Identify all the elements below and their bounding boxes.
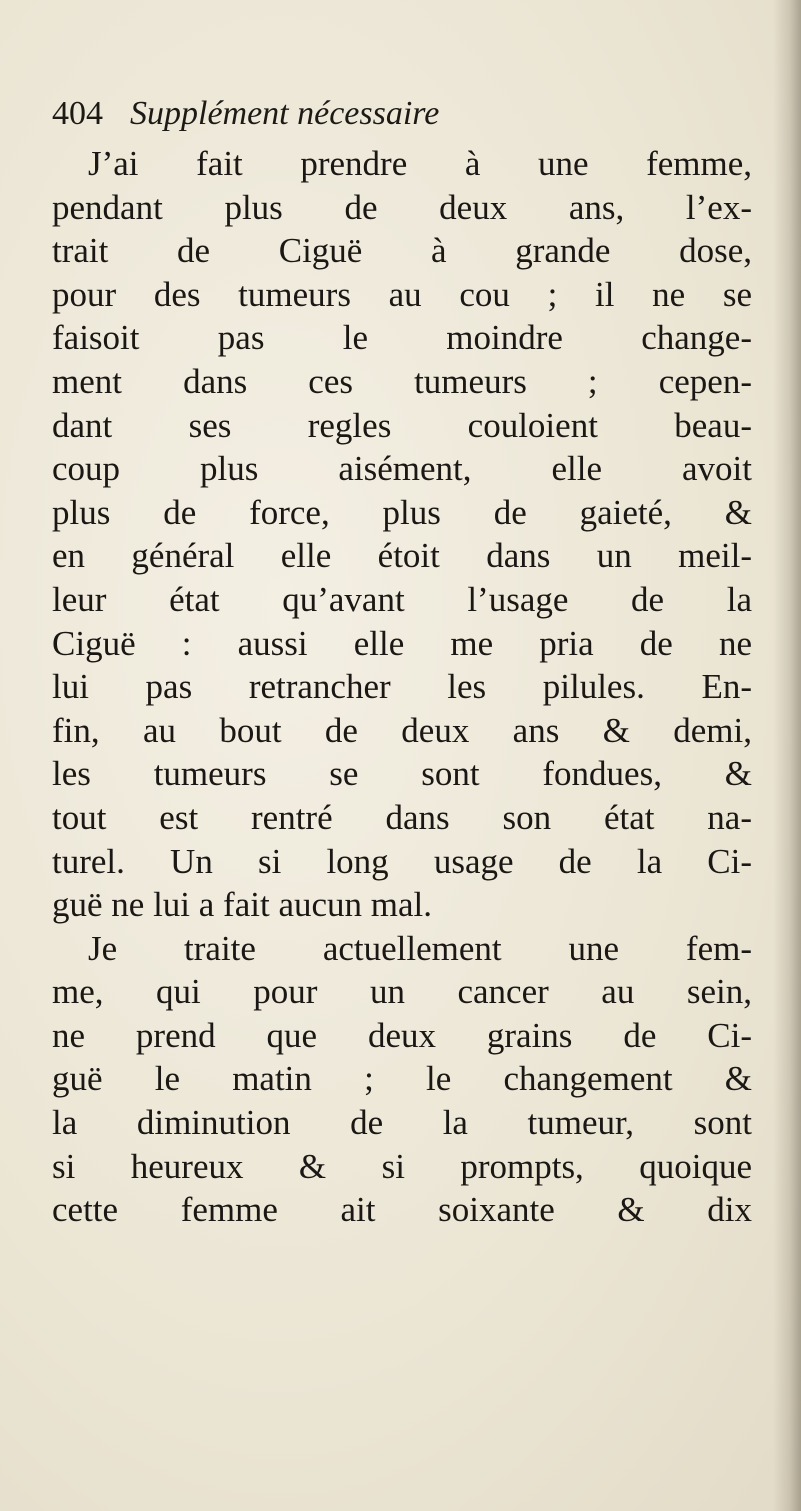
text-line: guë ne lui a fait aucun mal.	[52, 885, 432, 925]
text-line: la diminution de la tumeur, sont	[52, 1103, 752, 1143]
running-head: Supplément nécessaire	[130, 95, 440, 132]
page-header	[52, 92, 752, 136]
text-line: leur état qu’avant l’usage de la	[52, 579, 752, 619]
text-line: turel. Un si long usage de la Ci-	[52, 841, 752, 881]
text-line: lui pas retrancher les pilules. En-	[52, 667, 752, 707]
page-edge-shadow	[773, 0, 801, 1511]
text-line: coup plus aisément, elle avoit	[52, 449, 752, 489]
text-line: trait de Ciguë à grande dose,	[52, 231, 752, 271]
text-line: fin, au bout de deux ans & demi,	[52, 710, 752, 750]
text-line: dant ses regles couloient beau-	[52, 405, 752, 445]
text-line: ne prend que deux grains de Ci-	[52, 1015, 752, 1055]
text-line: pour des tumeurs au cou ; il ne se	[52, 274, 752, 314]
text-line: cette femme ait soixante & dix	[52, 1190, 752, 1230]
text-line: guë le matin ; le changement &	[52, 1059, 752, 1099]
page-number: 404	[52, 95, 103, 132]
text-line: les tumeurs se sont fondues, &	[52, 754, 752, 794]
text-line: pendant plus de deux ans, l’ex-	[52, 187, 752, 227]
text-line: si heureux & si prompts, quoique	[52, 1146, 752, 1186]
body-text	[52, 142, 752, 1232]
text-line: tout est rentré dans son état na-	[52, 797, 752, 837]
text-line: plus de force, plus de gaieté, &	[52, 492, 752, 532]
text-line: me, qui pour un cancer au sein,	[52, 972, 752, 1012]
text-line: Ciguë : aussi elle me pria de ne	[52, 623, 752, 663]
text-line: J’ai fait prendre à une femme,	[88, 144, 752, 183]
text-line: ment dans ces tumeurs ; cepen-	[52, 361, 752, 401]
text-line: faisoit pas le moindre change-	[52, 318, 752, 358]
text-line: en général elle étoit dans un meil-	[52, 536, 752, 576]
text-line: Je traite actuellement une fem-	[88, 928, 752, 968]
